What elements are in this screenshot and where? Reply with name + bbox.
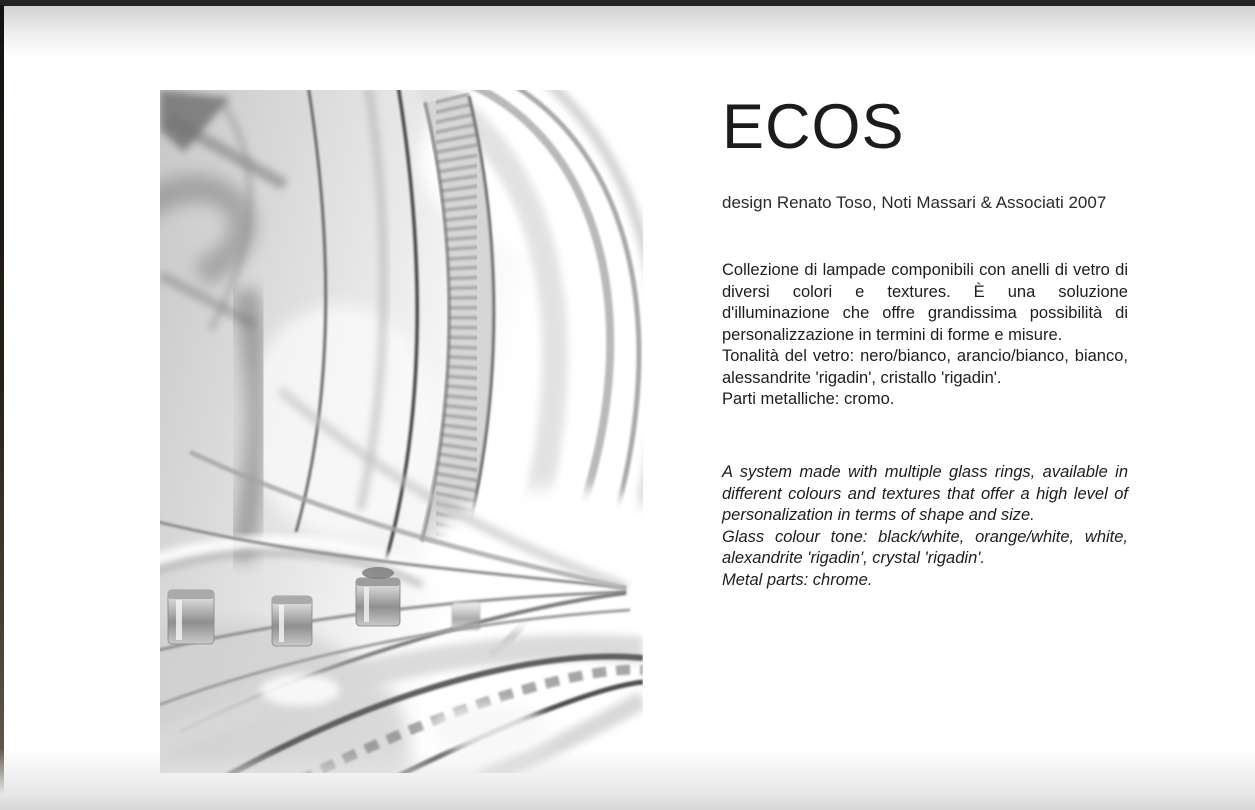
description-italian (722, 260, 1128, 411)
page-title: ECOS (722, 92, 905, 162)
glass-rings-illustration (160, 90, 643, 773)
description-english-metal-parts: Metal parts: chrome. (722, 570, 873, 589)
designer-credit: design Renato Toso, Noti Massari & Associati 2007 (722, 193, 1107, 212)
product-photo (160, 90, 643, 773)
description-english-glass-tones: Glass colour tone: black/white, orange/white, white, alexandrite 'rigadin', crystal 'rigadin'. (722, 527, 1128, 567)
description-italian-paragraph: Collezione di lampade componibili con anelli di vetro di diversi colori e textures. È una soluzione d'illuminazione che offre grandissima possibilità di personalizzazione in termini di forme e misure. (722, 261, 1128, 344)
top-edge-gradient (0, 6, 1255, 58)
description-english (722, 462, 1128, 591)
page-left-edge (0, 5, 4, 810)
bottom-edge-gradient (0, 748, 1255, 810)
description-italian-glass-tones: Tonalità del vetro: nero/bianco, arancio/bianco, bianco, alessandrite 'rigadin', cristallo 'rigadin'. (722, 347, 1128, 387)
description-italian-metal-parts: Parti metalliche: cromo. (722, 390, 895, 408)
description-english-paragraph: A system made with multiple glass rings, available in different colours and textures that offer a high level of personalization in terms of shape and size. (722, 463, 1128, 524)
